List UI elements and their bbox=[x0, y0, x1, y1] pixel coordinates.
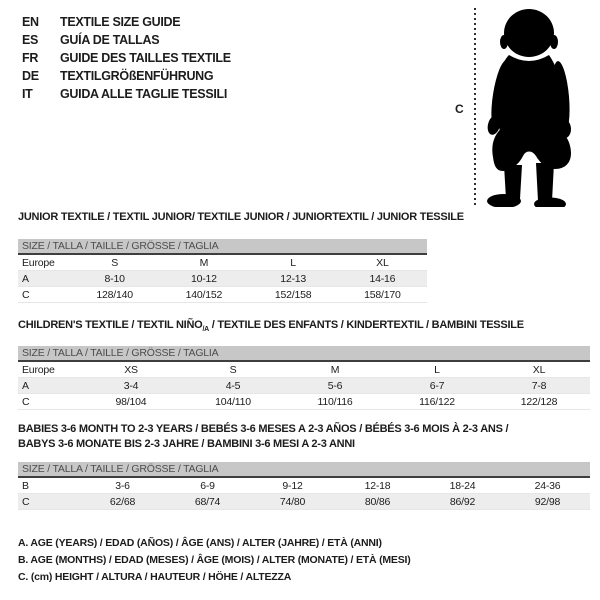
note-a: A. AGE (YEARS) / EDAD (AÑOS) / ÂGE (ANS) / ALTER (JAHRE) / ETÀ (ANNI) bbox=[18, 537, 382, 549]
cell: 5-6 bbox=[284, 378, 386, 394]
table-row bbox=[18, 287, 427, 303]
column-header: S bbox=[182, 361, 284, 378]
table-header-row bbox=[18, 361, 590, 378]
language-code: DE bbox=[22, 69, 39, 83]
children-title-text: CHILDREN'S TEXTILE / TEXTIL NIÑO bbox=[18, 319, 203, 331]
language-title: GUIDE DES TAILLES TEXTILE bbox=[60, 51, 231, 65]
cell: 68/74 bbox=[165, 494, 250, 510]
toddler-silhouette-icon bbox=[477, 5, 577, 207]
row-label: C bbox=[18, 394, 80, 410]
cell: 4-5 bbox=[182, 378, 284, 394]
cell: 122/128 bbox=[488, 394, 590, 410]
column-header: XL bbox=[338, 254, 427, 271]
table-row bbox=[18, 378, 590, 394]
language-code: FR bbox=[22, 51, 39, 65]
language-title: TEXTILE SIZE GUIDE bbox=[60, 15, 181, 29]
size-bar-label: SIZE / TALLA / TAILLE / GRÖSSE / TAGLIA bbox=[18, 462, 590, 476]
height-measure-label: C bbox=[455, 102, 464, 116]
language-title: TEXTILGRÖßENFÜHRUNG bbox=[60, 69, 214, 83]
row-label: C bbox=[18, 494, 80, 510]
cell: 98/104 bbox=[80, 394, 182, 410]
babies-section-title bbox=[18, 422, 508, 452]
cell: 24-36 bbox=[505, 477, 590, 494]
cell: 86/92 bbox=[420, 494, 505, 510]
language-row-en bbox=[22, 13, 231, 31]
row-label: B bbox=[18, 477, 80, 494]
language-title: GUIDA ALLE TAGLIE TESSILI bbox=[60, 87, 228, 101]
cell: 92/98 bbox=[505, 494, 590, 510]
cell: 110/116 bbox=[284, 394, 386, 410]
cell: 140/152 bbox=[159, 287, 248, 303]
language-row-fr bbox=[22, 49, 231, 67]
children-title-subscript: /A bbox=[202, 326, 209, 334]
language-code: EN bbox=[22, 15, 39, 29]
cell: 12-13 bbox=[249, 271, 338, 287]
size-bar-label: SIZE / TALLA / TAILLE / GRÖSSE / TAGLIA bbox=[18, 239, 427, 253]
babies-size-table bbox=[18, 462, 590, 510]
children-size-table bbox=[18, 346, 590, 410]
column-header: M bbox=[159, 254, 248, 271]
children-table bbox=[18, 360, 590, 410]
table-row bbox=[18, 394, 590, 410]
cell: 152/158 bbox=[249, 287, 338, 303]
column-header: L bbox=[386, 361, 488, 378]
cell: 158/170 bbox=[338, 287, 427, 303]
junior-size-table bbox=[18, 239, 427, 303]
children-title-text: / TEXTILE DES ENFANTS / KINDERTEXTIL / BAMBINI TESSILE bbox=[208, 319, 524, 331]
language-title: GUÍA DE TALLAS bbox=[60, 33, 160, 47]
cell: 80/86 bbox=[335, 494, 420, 510]
column-header: M bbox=[284, 361, 386, 378]
children-section-title bbox=[18, 319, 524, 333]
language-row-de bbox=[22, 67, 231, 85]
language-code: IT bbox=[22, 87, 33, 101]
junior-table bbox=[18, 253, 427, 303]
cell: 10-12 bbox=[159, 271, 248, 287]
column-header: S bbox=[70, 254, 159, 271]
column-header: Europe bbox=[18, 361, 80, 378]
row-label: A bbox=[18, 378, 80, 394]
junior-section-title: JUNIOR TEXTILE / TEXTIL JUNIOR/ TEXTILE JUNIOR / JUNIORTEXTIL / JUNIOR TESSILE bbox=[18, 211, 464, 223]
cell: 74/80 bbox=[250, 494, 335, 510]
cell: 3-4 bbox=[80, 378, 182, 394]
cell: 6-7 bbox=[386, 378, 488, 394]
table-header-row bbox=[18, 254, 427, 271]
column-header: XL bbox=[488, 361, 590, 378]
cell: 8-10 bbox=[70, 271, 159, 287]
cell: 12-18 bbox=[335, 477, 420, 494]
cell: 18-24 bbox=[420, 477, 505, 494]
cell: 9-12 bbox=[250, 477, 335, 494]
cell: 104/110 bbox=[182, 394, 284, 410]
babies-title-line2: BABYS 3-6 MONATE BIS 2-3 JAHRE / BAMBINI 3-6 MESI A 2-3 ANNI bbox=[18, 438, 355, 450]
height-measure-dotted-line bbox=[474, 8, 476, 206]
row-label: A bbox=[18, 271, 70, 287]
cell: 7-8 bbox=[488, 378, 590, 394]
table-row bbox=[18, 494, 590, 510]
legend-notes bbox=[18, 535, 411, 586]
size-bar-label: SIZE / TALLA / TAILLE / GRÖSSE / TAGLIA bbox=[18, 346, 590, 360]
cell: 6-9 bbox=[165, 477, 250, 494]
babies-title-line1: BABIES 3-6 MONTH TO 2-3 YEARS / BEBÉS 3-6 MESES A 2-3 AÑOS / BÉBÉS 3-6 MOIS À 2-3 ANS / bbox=[18, 423, 509, 435]
language-code: ES bbox=[22, 33, 39, 47]
cell: 116/122 bbox=[386, 394, 488, 410]
table-row bbox=[18, 477, 590, 494]
row-label: C bbox=[18, 287, 70, 303]
language-row-es bbox=[22, 31, 231, 49]
note-c: C. (cm) HEIGHT / ALTURA / HAUTEUR / HÖHE / ALTEZZA bbox=[18, 571, 292, 583]
cell: 3-6 bbox=[80, 477, 165, 494]
cell: 128/140 bbox=[70, 287, 159, 303]
cell: 62/68 bbox=[80, 494, 165, 510]
table-row bbox=[18, 271, 427, 287]
column-header: Europe bbox=[18, 254, 70, 271]
column-header: XS bbox=[80, 361, 182, 378]
language-title-list bbox=[22, 13, 231, 103]
babies-table bbox=[18, 476, 590, 510]
cell: 14-16 bbox=[338, 271, 427, 287]
column-header: L bbox=[249, 254, 338, 271]
language-row-it bbox=[22, 85, 231, 103]
note-b: B. AGE (MONTHS) / EDAD (MESES) / ÂGE (MOIS) / ALTER (MONATE) / ETÀ (MESI) bbox=[18, 554, 411, 566]
